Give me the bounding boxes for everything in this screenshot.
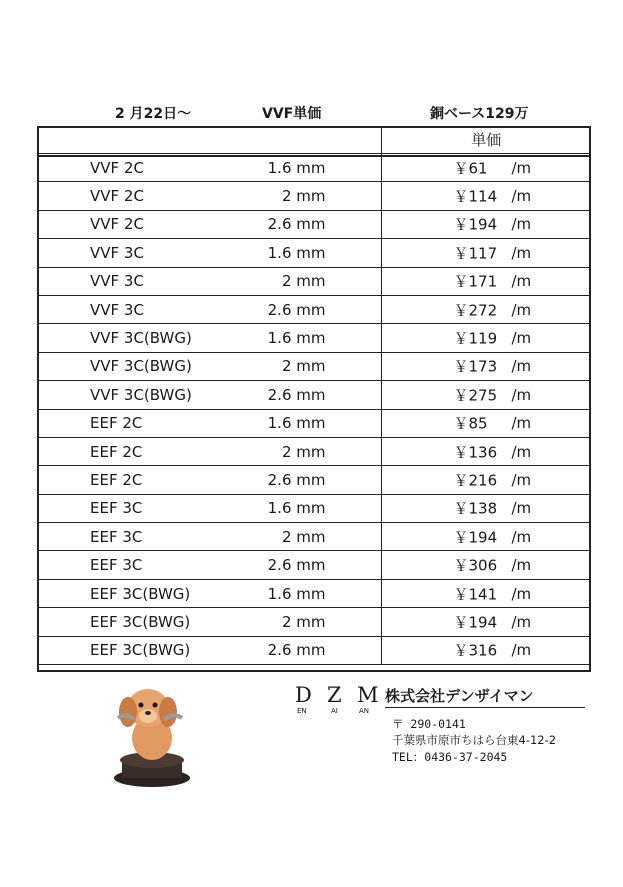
table-row (38, 324, 591, 352)
wire-size: 2.6 mm (267, 641, 326, 660)
price-unit: /m (511, 300, 532, 319)
table-row (38, 636, 591, 664)
unit-price: ￥194 (453, 528, 498, 547)
product-name: EEF 2C (90, 470, 143, 489)
product-name: EEF 2C (90, 414, 143, 433)
product-name: VVF 2C (90, 158, 144, 177)
wire-size: 2.6 mm (267, 215, 326, 234)
price-unit: /m (511, 272, 532, 291)
unit-price: ￥194 (453, 215, 498, 234)
unit-price: ￥61 (453, 159, 488, 178)
product-cell (38, 324, 381, 352)
product-cell (38, 154, 381, 182)
price-cell (381, 636, 591, 664)
price-unit: /m (511, 556, 532, 575)
wire-size: 2.6 mm (267, 470, 326, 489)
table-row (38, 466, 591, 494)
product-cell (38, 381, 381, 409)
logo-letter-d: D (295, 683, 312, 707)
wire-size: 1.6 mm (267, 329, 326, 348)
unit-price: ￥119 (453, 329, 498, 348)
unit-price: ￥138 (453, 499, 498, 518)
logo-letter-z: Z (327, 683, 342, 707)
table-row (38, 210, 591, 238)
wire-size: 2 mm (281, 612, 326, 631)
product-name: EEF 3C (90, 556, 143, 575)
wire-size: 2.6 mm (267, 300, 326, 319)
wire-size: 1.6 mm (267, 158, 326, 177)
wire-size: 2.6 mm (267, 556, 326, 575)
product-name: EEF 3C (90, 527, 143, 546)
product-name: VVF 3C(BWG) (90, 329, 192, 348)
price-cell (381, 267, 591, 295)
logo-sub-ai: AI (331, 707, 338, 715)
company-address: 千葉県市原市ちはら台東4-12-2 (392, 733, 557, 747)
wire-size: 1.6 mm (267, 499, 326, 518)
price-unit: /m (511, 442, 532, 461)
dog-mascot-icon (102, 678, 202, 790)
product-cell (38, 295, 381, 323)
table-row (38, 523, 591, 551)
wire-size: 2 mm (281, 357, 326, 376)
price-unit: /m (511, 527, 532, 546)
product-name: EEF 3C(BWG) (90, 641, 191, 660)
price-cell (381, 381, 591, 409)
price-cell (381, 409, 591, 437)
product-cell (38, 437, 381, 465)
product-name: VVF 3C (90, 272, 144, 291)
price-cell (381, 466, 591, 494)
unit-price-header: 単価 (381, 126, 591, 154)
unit-price: ￥272 (453, 301, 498, 320)
price-cell (381, 494, 591, 522)
unit-price: ￥85 (453, 414, 488, 433)
table-row (38, 608, 591, 636)
product-name: EEF 3C(BWG) (90, 584, 191, 603)
unit-price: ￥173 (453, 357, 498, 376)
price-cell (381, 182, 591, 210)
company-underline (385, 707, 585, 708)
page-title: VVF単価 (262, 106, 322, 122)
product-cell (38, 551, 381, 579)
product-name: EEF 2C (90, 442, 143, 461)
product-name: VVF 2C (90, 187, 144, 206)
price-cell (381, 239, 591, 267)
unit-price: ￥316 (453, 641, 498, 660)
product-name: VVF 3C(BWG) (90, 357, 192, 376)
product-name: VVF 3C (90, 243, 144, 262)
product-cell (38, 579, 381, 607)
table-row (38, 239, 591, 267)
table-row (38, 182, 591, 210)
unit-price: ￥136 (453, 443, 498, 462)
product-cell (38, 210, 381, 238)
wire-size: 1.6 mm (267, 414, 326, 433)
wire-size: 2 mm (281, 527, 326, 546)
unit-price: ￥117 (453, 244, 498, 263)
price-cell (381, 324, 591, 352)
table-row (38, 267, 591, 295)
price-unit: /m (511, 641, 532, 660)
unit-price: ￥141 (453, 585, 498, 604)
price-cell (381, 437, 591, 465)
wire-size: 1.6 mm (267, 243, 326, 262)
price-unit: /m (511, 414, 532, 433)
table-row (38, 381, 591, 409)
price-table (38, 126, 591, 665)
price-unit: /m (511, 187, 532, 206)
product-name: VVF 3C(BWG) (90, 385, 192, 404)
wire-size: 1.6 mm (267, 584, 326, 603)
postal-code: 〒 290-0141 (392, 717, 466, 731)
price-unit: /m (511, 385, 532, 404)
logo-sub-an: AN (359, 707, 370, 715)
wire-size: 2 mm (281, 187, 326, 206)
table-row (38, 352, 591, 380)
price-cell (381, 579, 591, 607)
unit-price: ￥275 (453, 386, 498, 405)
product-cell (38, 636, 381, 664)
unit-price: ￥171 (453, 272, 498, 291)
price-cell (381, 551, 591, 579)
logo-letter-m: M (357, 683, 379, 707)
wire-size: 2.6 mm (267, 385, 326, 404)
price-unit: /m (511, 243, 532, 262)
price-cell (381, 210, 591, 238)
company-name: 株式会社デンザイマン (385, 687, 534, 705)
price-unit: /m (511, 215, 532, 234)
price-cell (381, 154, 591, 182)
table-row (38, 551, 591, 579)
table-row (38, 409, 591, 437)
product-cell (38, 466, 381, 494)
page-header (0, 103, 623, 125)
price-cell (381, 352, 591, 380)
price-unit: /m (511, 329, 532, 348)
price-cell (381, 523, 591, 551)
header-blank-cell (38, 126, 381, 154)
product-name: VVF 2C (90, 215, 144, 234)
table-row (38, 494, 591, 522)
price-cell (381, 295, 591, 323)
price-unit: /m (511, 584, 532, 603)
product-name: VVF 3C (90, 300, 144, 319)
unit-price: ￥114 (453, 187, 498, 206)
product-cell (38, 523, 381, 551)
copper-base-note: 銅ベース129万 (430, 106, 529, 122)
product-cell (38, 494, 381, 522)
wire-size: 2 mm (281, 442, 326, 461)
unit-price: ￥306 (453, 556, 498, 575)
logo-sub-en: EN (297, 707, 307, 715)
product-cell (38, 182, 381, 210)
product-cell (38, 352, 381, 380)
price-unit: /m (511, 470, 532, 489)
table-row (38, 579, 591, 607)
company-phone: TEL：0436-37-2045 (392, 750, 508, 764)
product-cell (38, 239, 381, 267)
price-unit: /m (511, 612, 532, 631)
unit-price: ￥194 (453, 613, 498, 632)
price-unit: /m (511, 357, 532, 376)
price-cell (381, 608, 591, 636)
product-name: EEF 3C(BWG) (90, 612, 191, 631)
product-cell (38, 409, 381, 437)
price-unit: /m (511, 158, 532, 177)
wire-size: 2 mm (281, 272, 326, 291)
table-row (38, 437, 591, 465)
price-unit: /m (511, 499, 532, 518)
header-divider (37, 155, 591, 157)
product-name: EEF 3C (90, 499, 143, 518)
table-header-row (38, 126, 591, 154)
product-cell (38, 608, 381, 636)
table-row (38, 295, 591, 323)
table-row (38, 154, 591, 182)
effective-date: 2 月22日～ (115, 106, 192, 122)
unit-price: ￥216 (453, 471, 498, 490)
product-cell (38, 267, 381, 295)
